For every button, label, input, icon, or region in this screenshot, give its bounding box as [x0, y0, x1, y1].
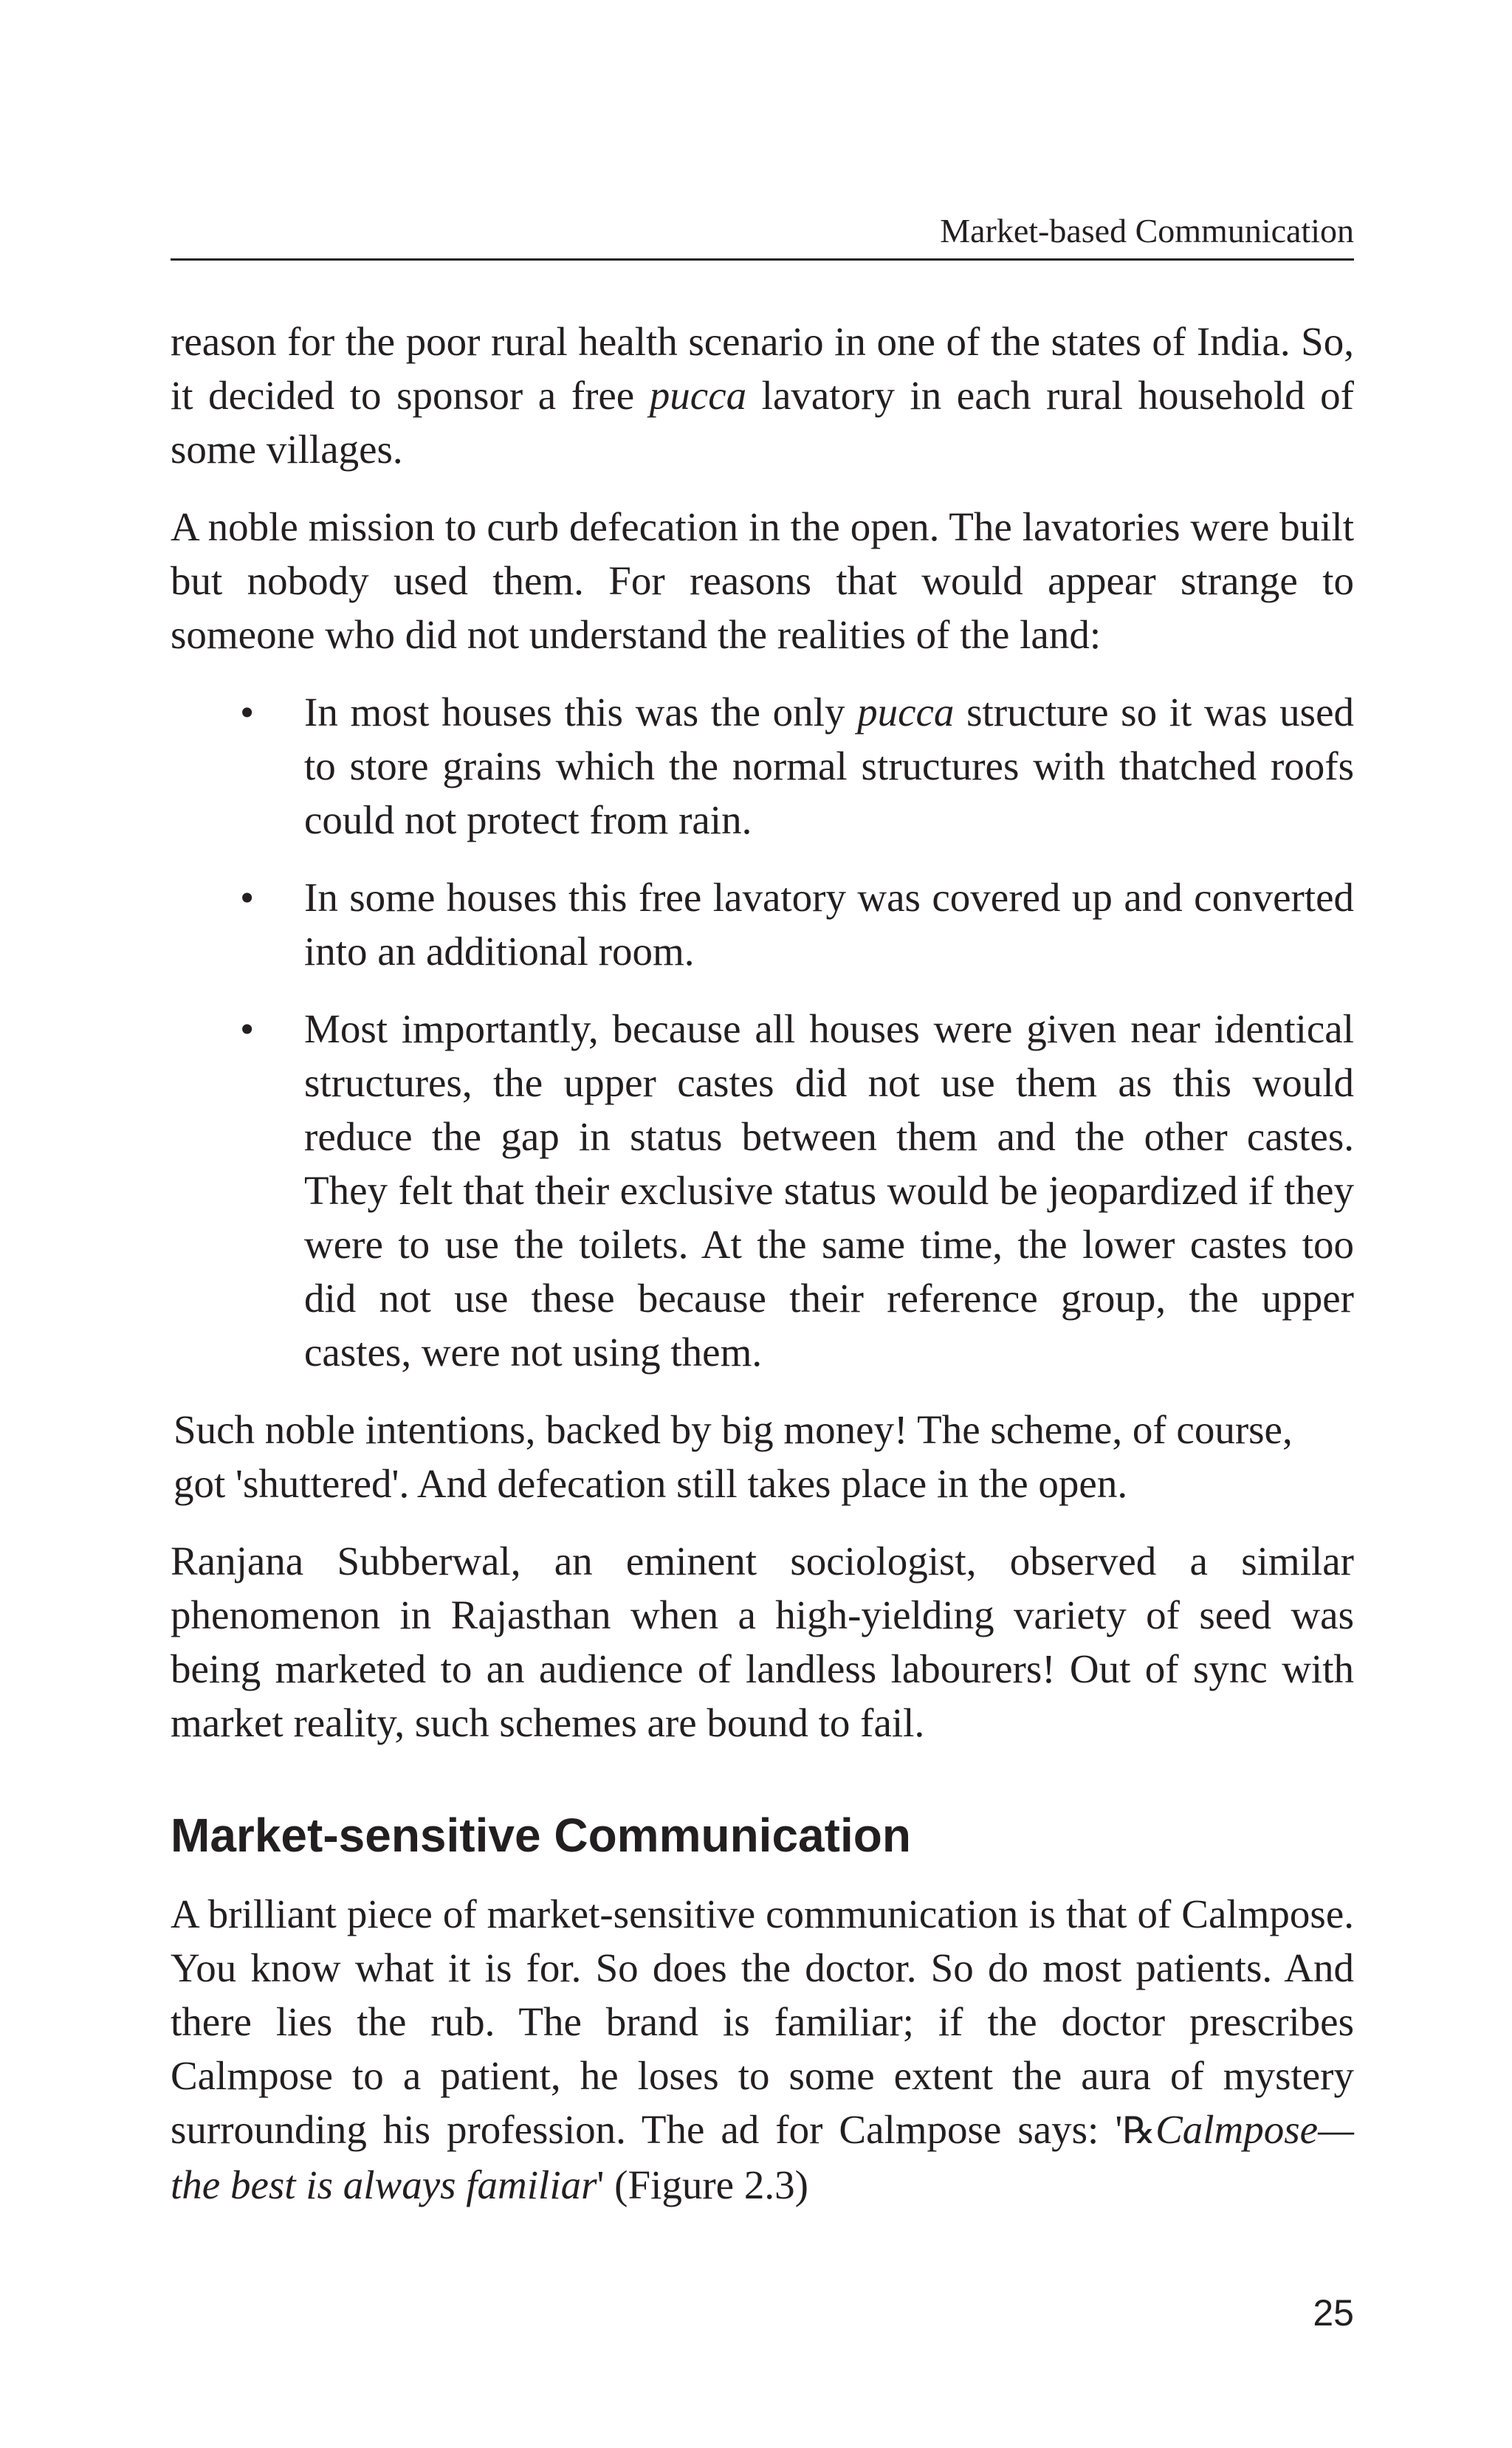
quote-open: '	[1115, 2107, 1123, 2152]
bullet-item-1	[171, 685, 1354, 847]
paragraph-4: Ranjana Subberwal, an eminent sociologist, observed a similar phenomenon in Rajasthan when a high-yielding variety of seed was being marketed to an audience of landless labourers! Out of sync with market reality, such schemes are bound to fail.	[171, 1538, 1354, 1745]
section-paragraph-text-a: A brilliant piece of market-sensitive communication is that of Calmpose. You know what it is for. So does the doctor. So do most patients. And there lies the rub. The brand is familiar; if the doctor prescribes Calmpose to a patient, he loses to some extent the aura of mystery surrounding his profession. The ad for Calmpose says:	[171, 1891, 1354, 2152]
bullet-dot: •	[240, 1006, 255, 1051]
paragraph-1-text-b: lavatory in each rural household of some villages.	[171, 373, 1354, 472]
bullet-item-3	[171, 1002, 1354, 1379]
bullet-3-text: Most importantly, because all houses were given near identical structures, the upper castes did not use them as this would reduce the gap in status between them and the other castes. They felt that their exclusive status would be jeopardized if they were to use the toilets. At the same time, the lower castes too did not use these because their reference group, the upper castes, were not using them.	[304, 1006, 1354, 1375]
page-body	[171, 314, 1354, 2235]
prescription-rx-symbol: ℞	[1122, 2109, 1156, 2152]
paragraph-1	[171, 314, 1354, 476]
running-header: Market-based Communication	[940, 212, 1354, 250]
bullet-2-text: In some houses this free lavatory was covered up and converted into an additional room.	[304, 875, 1354, 974]
bullet-dot: •	[240, 875, 255, 920]
bullet-dot: •	[240, 690, 255, 735]
bullet-list	[171, 685, 1354, 1379]
bullet-1-text-b: structure so it was used to store grains which the normal structures with thatched roofs could not protect from rain.	[304, 690, 1354, 842]
bullet-item-2	[171, 870, 1354, 978]
header-rule	[171, 258, 1354, 261]
quote-close: '	[597, 2162, 605, 2207]
paragraph-2: A noble mission to curb defecation in the open. The lavatories were built but nobody used them. For reasons that would appear strange to someone who did not understand the realities of the land:	[171, 504, 1354, 657]
section-paragraph-1	[171, 1887, 1354, 2212]
paragraph-1-italic: pucca	[649, 373, 747, 418]
ad-slogan: Calmpose—the best is always familiar	[171, 2107, 1354, 2207]
bullet-1-italic: pucca	[857, 690, 955, 735]
bullet-1-text-a: In most houses this was the only	[304, 690, 858, 735]
figure-reference: (Figure 2.3)	[604, 2162, 808, 2207]
paragraph-1-text-a: reason for the poor rural health scenario in one of the states of India. So, it decided to sponsor a free	[171, 319, 1354, 418]
section-heading: Market-sensitive Communication	[171, 1809, 911, 1862]
paragraph-3: Such noble intentions, backed by big money! The scheme, of course, got 'shuttered'. And defecation still takes place in the open.	[173, 1407, 1293, 1506]
page-number: 25	[1313, 2292, 1354, 2334]
